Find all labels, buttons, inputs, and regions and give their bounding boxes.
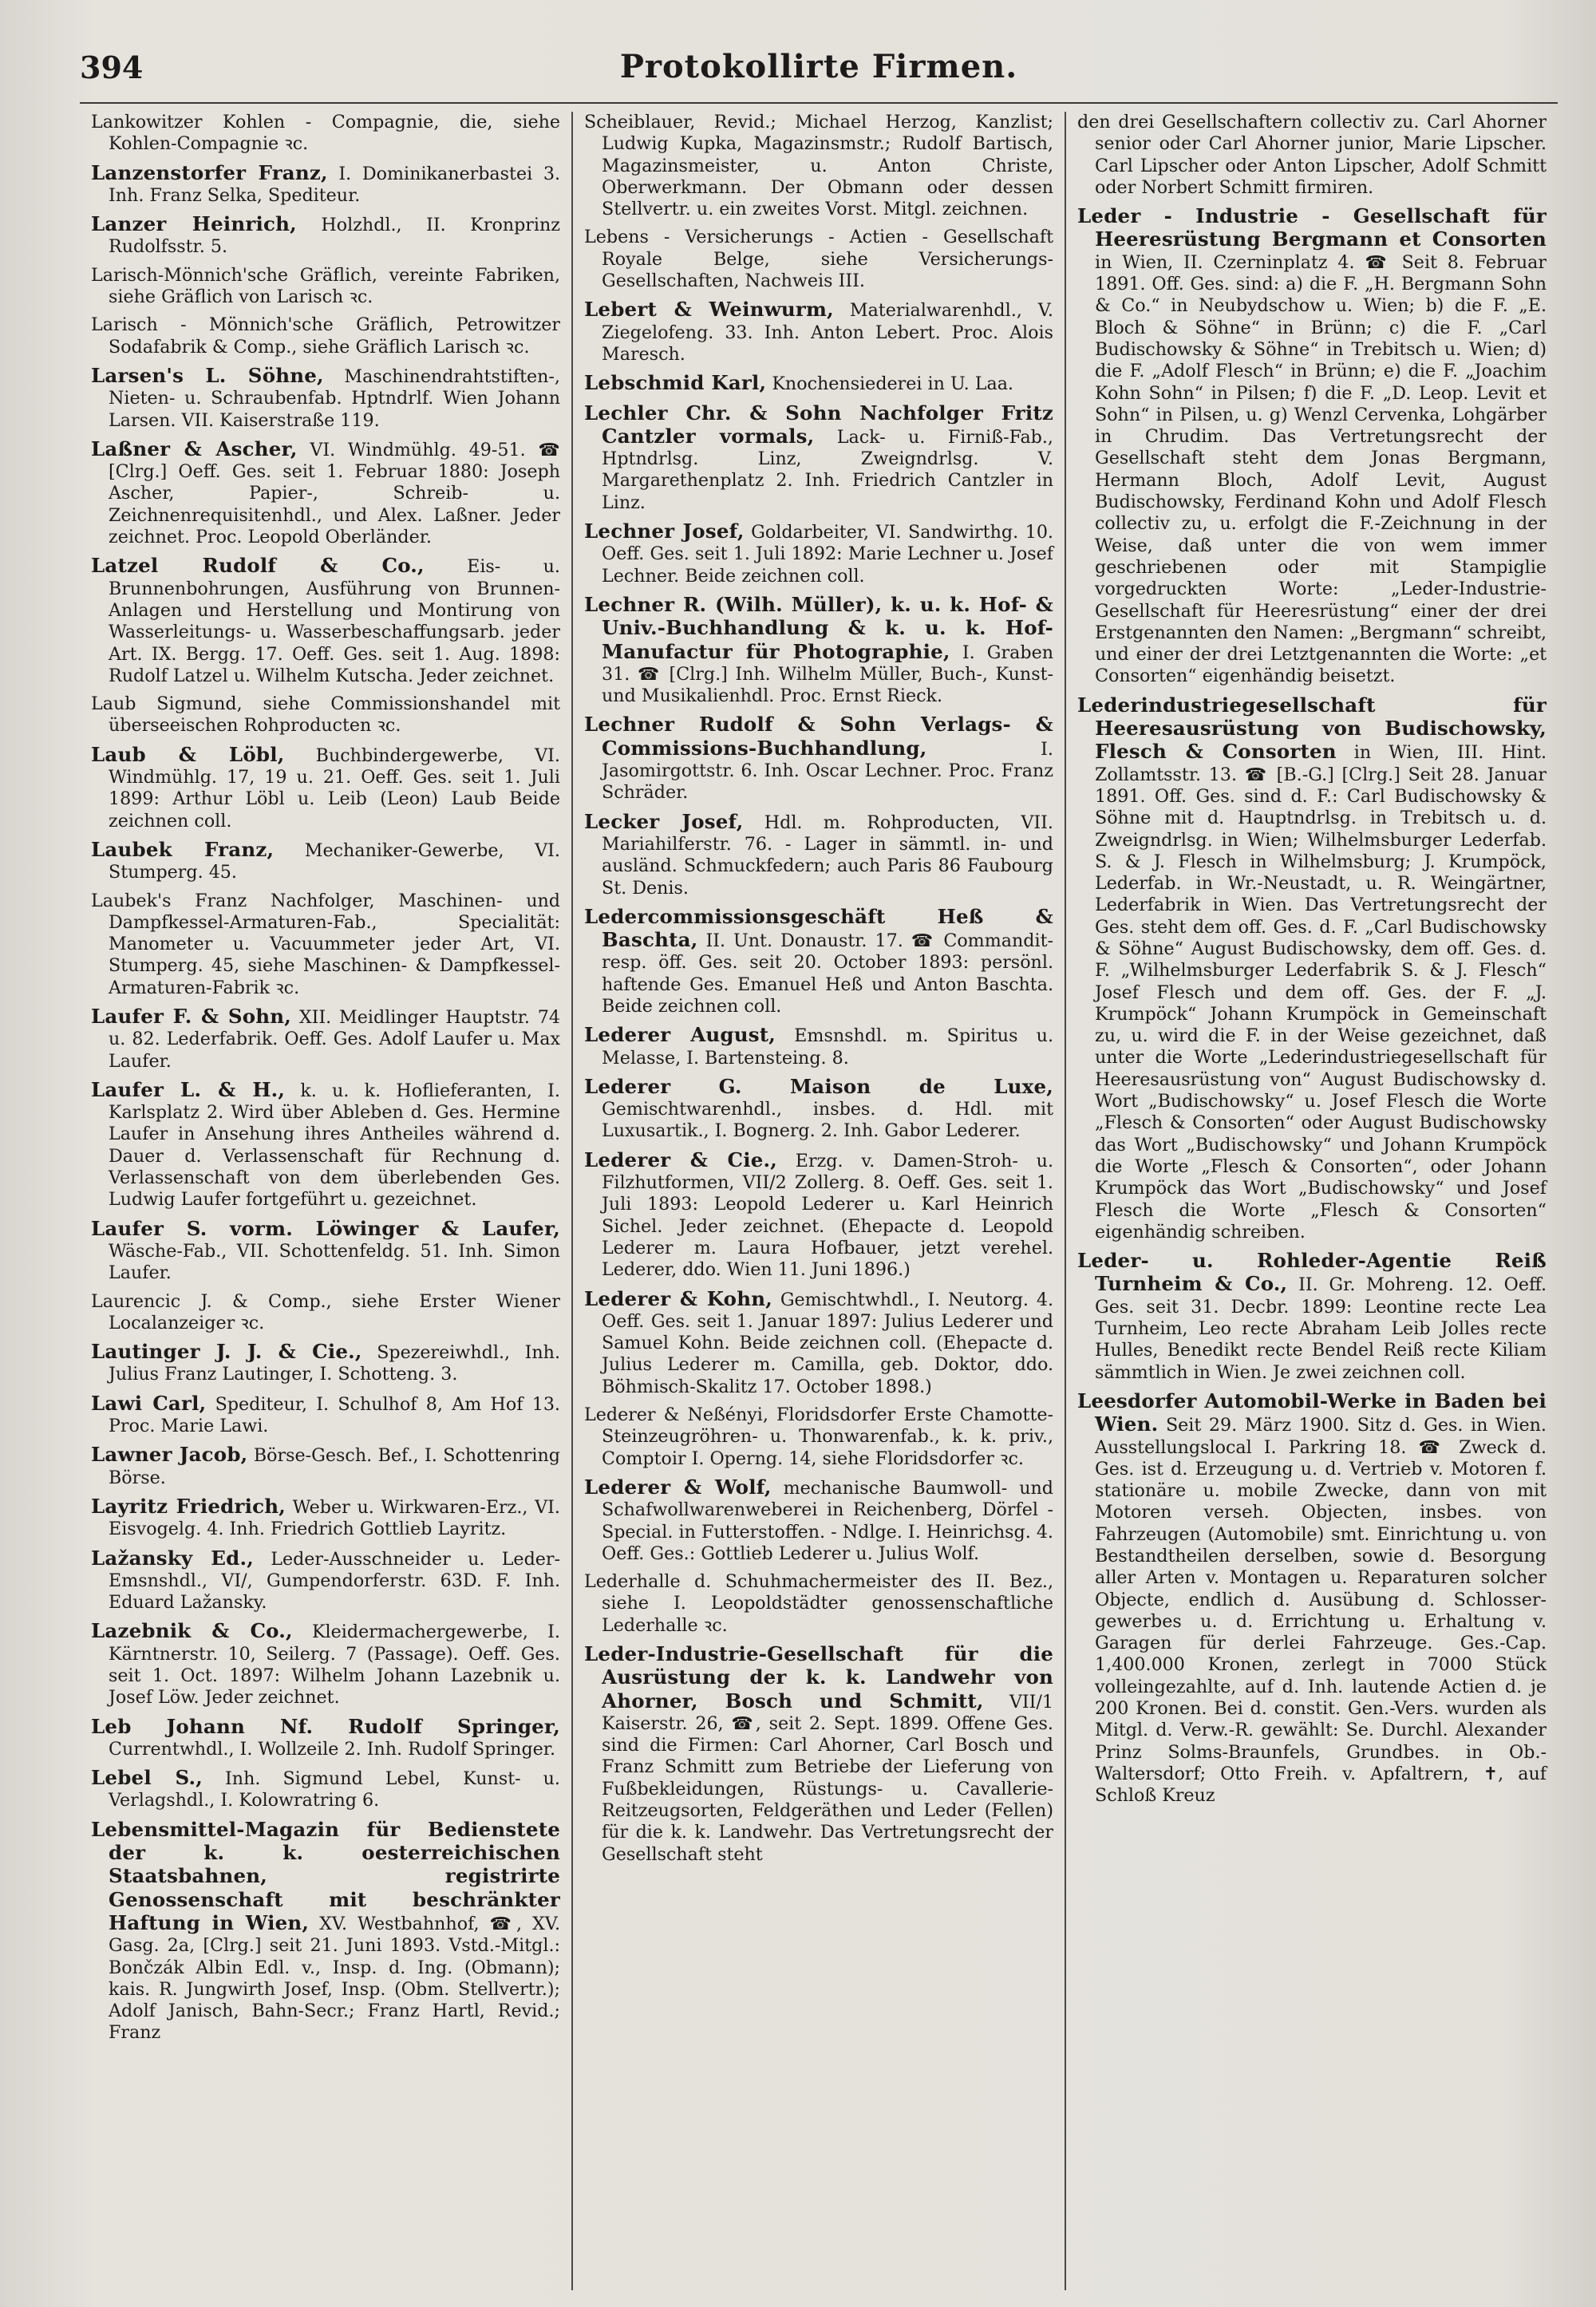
directory-entry [584, 1571, 1053, 1637]
entry-text: XII. Meidlinger Hauptstr. 74 u. 82. Lederfabrik. Oeff. Ges. Adolf Laufer u. Max Laufer. [109, 1006, 560, 1072]
firm-name: Lebel S., [91, 1766, 203, 1790]
entry-text: II. Gr. Mohreng. 12. Oeff. Ges. seit 31. Decbr. 1899: Leontine recte Lea Turnheim, Leo recte Abraham Leib Jolles recte Hulles, Benedikt recte Bendel Reiß recte Kiliam sämmtlich in Wien. Je zwei zeichnen coll. [1095, 1274, 1547, 1383]
entry-text: in Wien, III. Hint. Zollamtsstr. 13. ☎ [B.-G.] [Clrg.] Seit 28. Januar 1891. Off. Ges. sind d. F.: Carl Budischowsky & Söhne mit d. Hauptndrlsg. in Trebitsch u. d. Zweigndrlsg. in Wien; Wilhelmsburger Lederfab. S. & J. Flesch in Wilhelmsburg; J. Krumpöck, Lederfab. in Wr.-Neustadt, u. R. Weingärtner, Lederfabrik in Wien. Das Vertretungsrecht der Ges. steht dem off. Ges. d. F. „Carl Budischowsky & Söhne“ August Budischowsky, dem off. Ges. d. F. „Wilhelmsburger Lederfabrik S. & J. Flesch“ Josef Flesch und dem off. Ges. der F. „J. Krumpöck“ Johann Krumpöck in Gemeinschaft zu, u. wird die F. in der Weise gezeichnet, daß unter die Worte „Lederindustriegesellschaft für Heeresausrüstung von“ August Budischowsky d. Wort „Budischowsky“ u. Josef Flesch die Worte „Flesch & Consorten“ oder August Budischowsky das Wort „Budischowsky“ und Johann Krumpöck die Worte „Flesch & Consorten“, oder Johann Krumpöck das Wort „Budischowsky“ und Josef Flesch die Worte „Flesch & Consorten“ eigenhändig schreiben. [1095, 742, 1547, 1242]
firm-name: Lažansky Ed., [91, 1546, 254, 1570]
directory-entry [584, 713, 1053, 804]
directory-entry [91, 1341, 560, 1386]
firm-name: Lechler Chr. & Sohn Nachfolger Fritz Cantzler vormals, [584, 401, 1053, 448]
entry-text: Lederhalle d. Schuhmachermeister des II. Bez., siehe I. Leopoldstädter genossenschaftliche Lederhalle ꝛc. [584, 1571, 1053, 1636]
directory-entry [1077, 112, 1547, 199]
firm-name: Laufer L. & H., [91, 1077, 286, 1101]
directory-column-1 [80, 112, 571, 2290]
entry-text: Spezereiwhdl., Inh. Julius Franz Lautinger, I. Schotteng. 3. [109, 1342, 560, 1385]
entry-text: I. Jasomirgottstr. 6. Inh. Oscar Lechner. Proc. Franz Schräder. [602, 738, 1053, 804]
directory-entry [584, 298, 1053, 365]
entry-text: Emsnshdl. m. Spiritus u. Melasse, I. Bartensteing. 8. [602, 1025, 1054, 1069]
directory-entry [584, 594, 1053, 707]
entry-text: I. Dominikanerbastei 3. Inh. Franz Selka, Spediteur. [109, 163, 561, 206]
directory-entry [584, 112, 1053, 220]
firm-name: Leder- u. Rohleder-Agentie Reiß Turnheim & Co., [1077, 1249, 1547, 1296]
entry-text: Mechaniker-Gewerbe, VI. Stumperg. 45. [109, 839, 560, 883]
directory-entry [91, 1620, 560, 1709]
directory-entry [91, 1005, 560, 1073]
entry-text: Hdl. m. Rohproducten, VII. Mariahilferstr. 76. - Lager in sämmtl. in- und ausländ. Schmuckfedern; auch Paris 86 Faubourg St. Denis. [602, 812, 1053, 899]
entry-text: den drei Gesellschaftern collectiv zu. Carl Ahorner senior oder Carl Ahorner junior, Marie Lipscher. Carl Lipscher oder Anton Lipscher, Adolf Schmitt oder Norbert Schmitt firmiren. [1077, 112, 1547, 198]
firm-name: Lebert & Weinwurm, [584, 298, 834, 322]
directory-entry [91, 112, 560, 156]
page-number: 394 [80, 49, 144, 85]
firm-name: Laubek Franz, [91, 837, 275, 861]
directory-entry [91, 365, 560, 432]
entry-text: Seit 29. März 1900. Sitz d. Ges. in Wien. Ausstellungslocal I. Parkring 18. ☎ Zweck d. Ges. ist d. Erzeugung u. d. Vertrieb v. Motoren f. stationäre u. mobile Zwecke, dann von mit Motoren verseh. Objecten, insbes. von Fahrzeugen (Automobile) smt. Einrichtung u. von Bestandtheilen derselben, sowie d. Besorgung aller Arten v. Montagen u. Reparaturen solcher Objecte, endlich d. Ausübung d. Schlosser- gewerbes u. d. Errichtung u. Erhaltung v. Garagen für derlei Fahrzeuge. Ges.-Cap. 1,400.000 Kronen, zerlegt in 7000 Stück volleingezahlte, auf d. Inh. lautende Actien d. je 200 Kronen. Bei d. constit. Gen.-Vers. wurden als Mitgl. d. Verw.-R. gewählt: Se. Durchl. Alexander Prinz Solms-Braunfels, Grundbes. in Ob.-Waltersdorf; Otto Freih. v. Apfaltrern, ✝, auf Schloß Kreuz [1095, 1415, 1547, 1807]
directory-entry [1077, 1250, 1547, 1384]
firm-name: Lanzer Heinrich, [91, 212, 297, 236]
firm-name: Lautinger J. J. & Cie., [91, 1340, 362, 1364]
directory-entry [91, 1392, 560, 1438]
firm-name: Leder-Industrie-Gesellschaft für die Ausrüstung der k. k. Landwehr von Ahorner, Bosch und Schmitt, [584, 1642, 1053, 1712]
directory-entry [584, 1643, 1053, 1866]
firm-name: Lederer & Kohn, [584, 1286, 772, 1310]
entry-text: Gemischtwarenhdl., insbes. d. Hdl. mit Luxusartik., I. Bognerg. 2. Inh. Gabor Lederer. [602, 1099, 1053, 1142]
entry-text: Leder-Ausschneider u. Leder-Emsnshdl., VI/, Gumpendorferstr. 63D. F. Inh. Eduard Lažansky. [109, 1548, 561, 1614]
entry-text: Buchbindergewerbe, VI. Windmühlg. 17, 19 u. 21. Oeff. Ges. seit 1. Juli 1899: Arthur Löbl u. Leib (Leon) Laub Beide zeichnen coll. [109, 745, 560, 832]
directory-entry [91, 162, 560, 207]
directory-entry [584, 372, 1053, 395]
directory-entry [91, 1716, 560, 1761]
entry-text: Currentwhdl., I. Wollzeile 2. Inh. Rudolf Springer. [109, 1738, 556, 1760]
firm-name: Lanzenstorfer Franz, [91, 160, 328, 184]
directory-entry [584, 1076, 1053, 1143]
entry-text: Börse-Gesch. Bef., I. Schottenring Börse. [109, 1445, 560, 1488]
firm-name: Laufer F. & Sohn, [91, 1004, 292, 1028]
firm-name: Lederer & Cie., [584, 1148, 778, 1171]
directory-entry [1077, 205, 1547, 688]
directory-columns [80, 112, 1558, 2290]
entry-text: II. Unt. Donaustr. 17. ☎ Commandit- resp. öff. Ges. seit 20. October 1893: persönl. haftende Ges. Emanuel Heß und Anton Baschta. Beide zeichnen coll. [602, 930, 1053, 1017]
entry-text: Lankowitzer Kohlen - Compagnie, die, siehe Kohlen-Compagnie ꝛc. [91, 112, 560, 155]
firm-name: Leder - Industrie - Gesellschaft für Heeresrüstung Bergmann et Consorten [1077, 204, 1547, 251]
entry-text: Inh. Sigmund Lebel, Kunst- u. Verlagshdl., I. Kolowratring 6. [109, 1768, 560, 1811]
firm-name: Layritz Friedrich, [91, 1494, 286, 1518]
firm-name: Laub & Löbl, [91, 742, 285, 766]
entry-text: Materialwarenhdl., V. Ziegelofeng. 33. Inh. Anton Lebert. Proc. Alois Maresch. [602, 300, 1053, 365]
entry-text: Lack- u. Firniß-Fab., Hptndrlsg. Linz, Zweigndrlsg. V. Margarethenplatz 2. Inh. Friedrich Cantzler in Linz. [602, 426, 1053, 513]
page-header [80, 46, 1558, 104]
firm-name: Leb Johann Nf. Rudolf Springer, [91, 1714, 560, 1738]
directory-entry [91, 1767, 560, 1812]
entry-text: Laub Sigmund, siehe Commissionshandel mit überseeischen Rohproducten ꝛc. [91, 693, 560, 737]
entry-text: Knochensiederei in U. Laa. [772, 373, 1013, 395]
entry-text: Laurencic J. & Comp., siehe Erster Wiener Localanzeiger ꝛc. [91, 1290, 560, 1333]
entry-text: Eis- u. Brunnenbohrungen, Ausführung von Brunnen-Anlagen und Herstellung und Montirung von Wasserleitungs- u. Wasserbeschaffungsarb. jeder Art. IX. Bergg. 17. Oeff. Ges. seit 1. Aug. 1898: Rudolf Latzel u. Wilhelm Kutscha. Jeder zeichnet. [109, 556, 560, 686]
firm-name: Larsen's L. Söhne, [91, 363, 324, 387]
entry-text: Larisch - Mönnich'sche Gräflich, Petrowitzer Sodafabrik & Comp., siehe Gräflich Larisch ꝛc. [91, 314, 560, 358]
directory-entry [91, 213, 560, 259]
directory-entry [91, 1819, 560, 2044]
directory-entry [1077, 694, 1547, 1243]
entry-text: Lederer & Neßényi, Floridsdorfer Erste Chamotte-Steinzeugröhren- u. Thonwarenfab., k. k. priv., Comptoir I. Operng. 14, siehe Floridsdorfer ꝛc. [584, 1404, 1053, 1469]
directory-entry [91, 1291, 560, 1335]
entry-text: k. u. k. Hoflieferanten, I. Karlsplatz 2. Wird über Ableben d. Ges. Hermine Laufer in Ansehung ihres Antheiles während d. Dauer d. Verlassenschaft für Rechnung d. Verlassenschaft von dem überlebenden Ges. Ludwig Laufer fortgeführt u. gezeichnet. [109, 1080, 560, 1211]
directory-column-3 [1065, 112, 1558, 2290]
directory-entry [91, 314, 560, 358]
directory-entry [584, 520, 1053, 587]
firm-name: Laßner & Ascher, [91, 437, 298, 460]
firm-name: Leesdorfer Automobil-Werke in Baden bei Wien. [1077, 1389, 1547, 1436]
entry-text: Larisch-Mönnich'sche Gräflich, vereinte Fabriken, siehe Gräflich von Larisch ꝛc. [91, 264, 560, 308]
directory-entry [91, 1444, 560, 1489]
firm-name: Lederer G. Maison de Luxe, [584, 1074, 1053, 1098]
entry-text: VII/1 Kaiserstr. 26, ☎, seit 2. Sept. 1899. Offene Ges. sind die Firmen: Carl Ahorner, Carl Bosch und Franz Schmitt zum Betriebe der Lieferung von Fußbekleidungen, Rüstungs- u. Cavallerie-Reitzeugsorten, Feldgeräthen und Leder (Fellen) für die k. k. Landwehr. Das Vertretungsrecht der Gesellschaft steht [602, 1691, 1053, 1865]
entry-text: mechanische Baumwoll- und Schafwollwarenweberei in Reichenberg, Dörfel - Special. in Futterstoffen. - Ndlge. I. Heinrichsg. 4. Oeff. Ges.: Gottlieb Lederer u. Julius Wolf. [602, 1477, 1053, 1564]
directory-entry [584, 1288, 1053, 1398]
directory-entry [584, 1476, 1053, 1565]
directory-entry [91, 1218, 560, 1285]
entry-text: Goldarbeiter, VI. Sandwirthg. 10. Oeff. Ges. seit 1. Juli 1892: Marie Lechner u. Josef Lechner. Beide zeichnen coll. [602, 522, 1053, 587]
entry-text: Weber u. Wirkwaren-Erz., VI. Eisvogelg. 4. Inh. Friedrich Gottlieb Layritz. [109, 1496, 560, 1540]
directory-column-2 [571, 112, 1065, 2290]
firm-name: Latzel Rudolf & Co., [91, 554, 425, 578]
directory-entry [584, 402, 1053, 514]
entry-text: Kleidermachergewerbe, I. Kärntnerstr. 10, Seilerg. 7 (Passage). Oeff. Ges. seit 1. Oct. 1897: Wilhelm Johann Lazebnik u. Josef Löw. Jeder zeichnet. [109, 1622, 560, 1709]
directory-entry [584, 1149, 1053, 1282]
directory-entry [584, 1024, 1053, 1069]
firm-name: Lechner Rudolf & Sohn Verlags- & Commissions-Buchhandlung, [584, 713, 1053, 760]
entry-text: VI. Windmühlg. 49-51. ☎ [Clrg.] Oeff. Ges. seit 1. Februar 1880: Joseph Ascher, Papier-, Schreib- u. Zeichnenrequisitenhdl., und Alex. Laßner. Jeder zeichnet. Proc. Leopold Oberländer. [109, 439, 560, 548]
directory-entry [91, 1495, 560, 1541]
directory-entry [91, 693, 560, 737]
firm-name: Lebensmittel-Magazin für Bedienstete der k. k. oesterreichischen Staatsbahnen, registrirte Genossenschaft mit beschränkter Haftung in Wien, [91, 1817, 560, 1934]
directory-entry [91, 555, 560, 687]
entry-text: in Wien, II. Czerninplatz 4. ☎ Seit 8. Februar 1891. Off. Ges. sind: a) die F. „H. Bergmann Sohn & Co.“ in Neubydschow u. Wien; b) die F. „E. Bloch & Söhne“ in Brünn; c) die F. „Carl Budischowsky & Söhne“ in Trebitsch u. Wien; d) die F. „Adolf Flesch“ in Brünn; e) die F. „Joachim Kohn Sohn“ in Pilsen; f) die F. „D. Leop. Levit et Sohn“ in Pilsen, u. g) Wenzl Cervenka, Lohgärber in Chrudim. Das Vertretungsrecht der Gesellschaft steht dem Jonas Bergmann, Hermann Bloch, Adolf Levit, August Budischowsky, Ferdinand Kohn und Adolf Flesch collectiv zu, u. erfolgt die F.-Zeichnung in der Weise, daß unter die von wem immer geschriebenen oder mit Stampiglie vorgedruckten Worte: „Leder-Industrie-Gesellschaft für Heeresrüstung“ einer der drei Erstgenannten den Namen: „Bergmann“ schreibt, und einer der drei Letztgenannten die Worte: „et Consorten“ eigenhändig beisetzt. [1095, 251, 1547, 687]
directory-entry [91, 1547, 560, 1614]
firm-name: Lederer & Wolf, [584, 1475, 772, 1499]
entry-text: Lebens - Versicherungs - Actien - Gesellschaft Royale Belge, siehe Versicherungs-Gesellschaften, Nachweis III. [584, 227, 1053, 292]
firm-name: Lazebnik & Co., [91, 1619, 293, 1643]
firm-name: Lawi Carl, [91, 1391, 207, 1415]
directory-entry [91, 1079, 560, 1211]
directory-entry [91, 744, 560, 832]
entry-text: Erzg. v. Damen-Stroh- u. Filzhutformen, VII/2 Zollerg. 8. Oeff. Ges. seit 1. Juli 1893: Leopold Lederer u. Karl Heinrich Sichel. Jeder zeichnet. (Ehepacte d. Leopold Lederer m. Laura Hofbauer, jetzt verehel. Lederer, ddo. Wien 11. Juni 1896.) [602, 1150, 1053, 1281]
firm-name: Lederindustriegesellschaft für Heeresausrüstung von Budischowsky, Flesch & Consorten [1077, 693, 1547, 764]
directory-entry [91, 265, 560, 309]
directory-entry [584, 227, 1053, 292]
directory-entry [91, 839, 560, 884]
firm-name: Lawner Jacob, [91, 1443, 248, 1467]
entry-text: XV. Westbahnhof, ☎, XV. Gasg. 2a, [Clrg.] seit 21. Juni 1893. Vstd.-Mitgl.: Bončzák Albin Edl. v., Insp. d. Ing. (Obmann); kais. R. Jungwirth Josef, Insp. (Obm. Stellvertr.); Adolf Janisch, Bahn-Secr.; Franz Hartl, Revid.; Franz [109, 1913, 560, 2044]
entry-text: Gemischtwhdl., I. Neutorg. 4. Oeff. Ges. seit 1. Januar 1897: Julius Lederer und Samuel Kohn. Beide zeichnen coll. (Ehepacte d. Julius Lederer m. Camilla, geb. Doktor, ddo. Böhmisch-Skalitz 17. October 1898.) [602, 1289, 1053, 1397]
entry-text: Laubek's Franz Nachfolger, Maschinen- und Dampfkessel-Armaturen-Fab., Specialität: Manometer u. Vacuummeter jeder Art, VI. Stumperg. 45, siehe Maschinen- & Dampfkessel-Armaturen-Fabrik ꝛc. [91, 890, 560, 998]
directory-entry [584, 906, 1053, 1017]
directory-entry [584, 1404, 1053, 1470]
directory-entry [91, 891, 560, 999]
entry-text: Wäsche-Fab., VII. Schottenfeldg. 51. Inh. Simon Laufer. [109, 1240, 560, 1284]
entry-text: Maschinendrahtstiften-, Nieten- u. Schraubenfab. Hptndrlf. Wien Johann Larsen. VII. Kaiserstraße 119. [109, 365, 560, 431]
entry-text: Scheiblauer, Revid.; Michael Herzog, Kanzlist; Ludwig Kupka, Magazinsmstr.; Rudolf Bartisch, Magazinsmeister, u. Anton Christe, Oberwerkmann. Der Obmann oder dessen Stellvertr. u. ein zweites Vorst. Mitgl. zeichnen. [584, 112, 1053, 220]
firm-name: Lederer August, [584, 1023, 776, 1047]
directory-entry [584, 811, 1053, 899]
directory-entry [1077, 1390, 1547, 1807]
firm-name: Lechner R. (Wilh. Müller), k. u. k. Hof- & Univ.-Buchhandlung & k. u. k. Hof-Manufactur für Photographie, [584, 592, 1053, 663]
running-title: Protokollirte Firmen. [619, 48, 1018, 85]
entry-text: I. Graben 31. ☎ [Clrg.] Inh. Wilhelm Müller, Buch-, Kunst- und Musikalienhdl. Proc. Ernst Rieck. [602, 642, 1053, 707]
entry-text: Holzhdl., II. Kronprinz Rudolfsstr. 5. [109, 215, 560, 258]
firm-name: Ledercommissionsgeschäft Heß & Baschta, [584, 904, 1053, 952]
directory-entry [91, 438, 560, 548]
entry-text: Spediteur, I. Schulhof 8, Am Hof 13. Proc. Marie Lawi. [109, 1393, 560, 1437]
firm-name: Laufer S. vorm. Löwinger & Laufer, [91, 1216, 560, 1240]
firm-name: Lebschmid Karl, [584, 371, 767, 395]
firm-name: Lechner Josef, [584, 519, 745, 543]
firm-name: Lecker Josef, [584, 809, 744, 833]
